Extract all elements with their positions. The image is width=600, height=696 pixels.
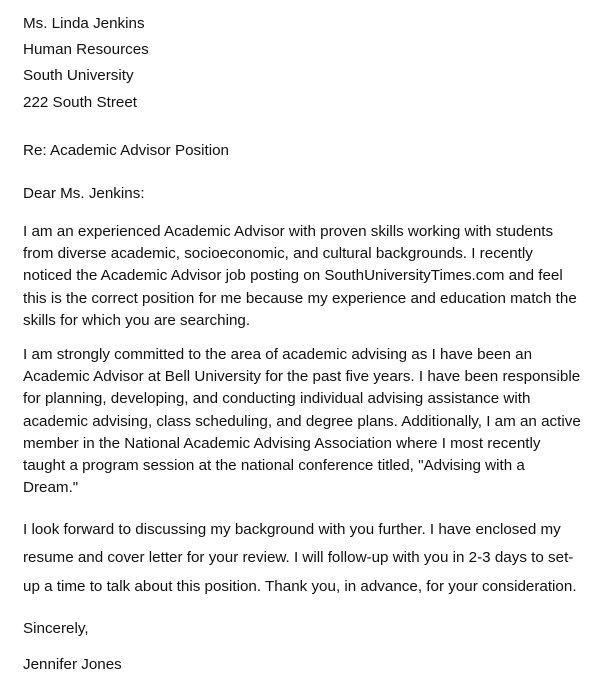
salutation: Dear Ms. Jenkins: xyxy=(23,185,145,202)
subject-line: Re: Academic Advisor Position xyxy=(23,142,229,159)
paragraph-line: up a time to talk about this position. Thank you, in advance, for your consideration. xyxy=(23,577,577,595)
paragraph-line: I am strongly committed to the area of academic advising as I have been an xyxy=(23,346,533,363)
paragraph-line: skills for which you are searching. xyxy=(23,311,251,329)
paragraph-line: I look forward to discussing my background with you further. I have enclosed my xyxy=(23,521,561,538)
paragraph-line: resume and cover letter for your review. I will follow-up with you in 2-3 days to set- xyxy=(23,549,574,567)
paragraph-line: taught a program session at the national conference titled, "Advising with a xyxy=(23,456,525,474)
body-paragraph-2 xyxy=(23,344,583,499)
recipient-department: Human Resources xyxy=(23,41,149,58)
paragraph-line: I am an experienced Academic Advisor with proven skills working with students xyxy=(23,223,554,240)
paragraph-line: member in the National Academic Advising Association where I most recently xyxy=(23,434,541,452)
paragraph-line: from diverse academic, socioeconomic, and cultural backgrounds. I recently xyxy=(23,245,533,263)
paragraph-line: Academic Advisor at Bell University for the past five years. I have been responsible xyxy=(23,368,581,386)
paragraph-line: for planning, developing, and conducting individual advising assistance with xyxy=(23,390,531,408)
recipient-organization: South University xyxy=(23,67,134,84)
body-paragraph-3 xyxy=(23,516,583,601)
recipient-name: Ms. Linda Jenkins xyxy=(23,15,145,32)
paragraph-line: academic advising, class scheduling, and degree plans. Additionally, I am an active xyxy=(23,412,581,430)
body-paragraph-1 xyxy=(23,221,583,332)
paragraph-line: Dream." xyxy=(23,479,79,497)
paragraph-line: noticed the Academic Advisor job posting on SouthUniversityTimes.com and feel xyxy=(23,267,563,285)
paragraph-line: this is the correct position for me because my experience and education match the xyxy=(23,289,577,307)
recipient-street: 222 South Street xyxy=(23,94,137,111)
closing: Sincerely, xyxy=(23,620,89,637)
signature-name: Jennifer Jones xyxy=(23,656,122,673)
